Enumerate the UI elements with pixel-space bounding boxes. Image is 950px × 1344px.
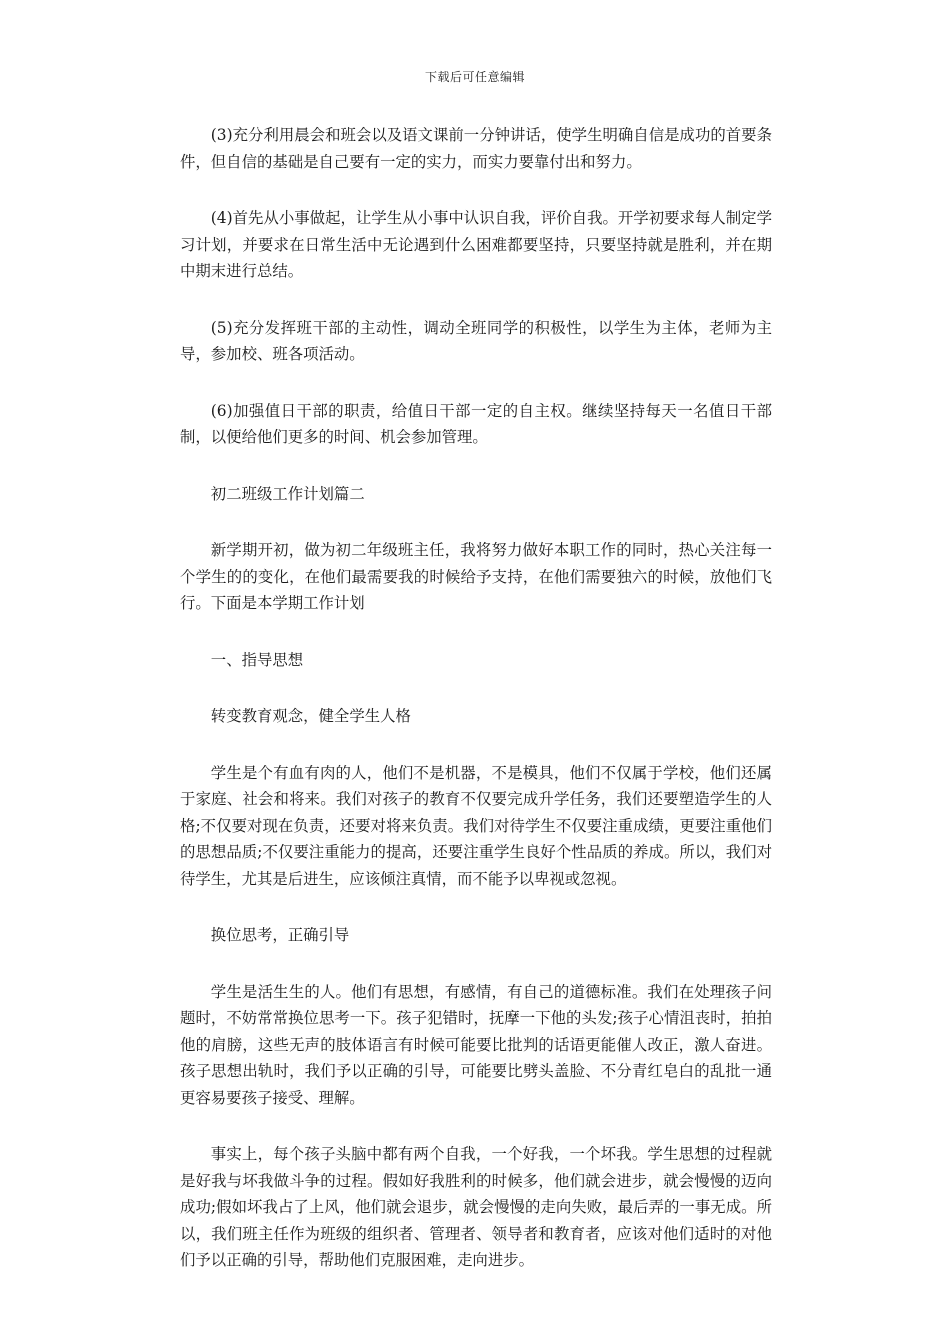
heading-guiding-thought: 一、指导思想 xyxy=(210,650,304,669)
subheading-perspective: 换位思考，正确引导 xyxy=(210,926,350,944)
section-title: 初二班级工作计划篇二 xyxy=(210,484,365,503)
paragraph-item-5: (5)充分发挥班干部的主动性，调动全班同学的积极性，以学生为主体，老师为主导，参加校、班各项活动。 xyxy=(180,318,772,363)
paragraph-item-3: (3)充分利用晨会和班会以及语文课前一分钟讲话，使学生明确自信是成功的首要条件，但自信的基础是自己要有一定的实力，而实力要靠付出和努力。 xyxy=(180,126,772,171)
subheading-education-concept: 转变教育观念，健全学生人格 xyxy=(210,707,411,725)
page-header: 下载后可任意编辑 xyxy=(424,70,525,84)
paragraph-student-personality: 学生是个有血有肉的人，他们不是机器，不是模具，他们不仅属于学校，他们还属于家庭、社会和将来。我们对孩子的教育不仅要完成升学任务，我们还要塑造学生的人格;不仅要对现在负责，还要对将来负责。我们对待学生不仅要注重成绩，更要注重他们的思想品质;不仅要注重能力的提高，还要注重学生良好个性品质的养成。所以，我们对待学生，尤其是后进生，应该倾注真情，而不能予以卑视或忽视。 xyxy=(180,763,772,888)
intro-paragraph: 新学期开初，做为初二年级班主任，我将努力做好本职工作的同时，热心关注每一个学生的的变化，在他们最需要我的时候给予支持，在他们需要独六的时候，放他们飞行。下面是本学期工作计划 xyxy=(180,541,772,612)
paragraph-perspective: 学生是活生生的人。他们有思想，有感情，有自己的道德标准。我们在处理孩子问题时，不妨常常换位思考一下。孩子犯错时，抚摩一下他的头发;孩子心情沮丧时，拍拍他的肩膀，这些无声的肢体语言有时候可能要比批判的话语更能催人改正，激人奋进。孩子思想出轨时，我们予以正确的引导，可能要比劈头盖脸、不分青红皂白的乱批一通更容易要孩子接受、理解。 xyxy=(180,982,772,1107)
document-body xyxy=(180,122,772,1304)
paragraph-item-4: (4)首先从小事做起，让学生从小事中认识自我，评价自我。开学初要求每人制定学习计划，并要求在日常生活中无论遇到什么困难都要坚持，只要坚持就是胜利，并在期中期末进行总结。 xyxy=(180,209,772,280)
paragraph-guidance: 事实上，每个孩子头脑中都有两个自我，一个好我，一个坏我。学生思想的过程就是好我与坏我做斗争的过程。假如好我胜利的时候多，他们就会进步，就会慢慢的迈向成功;假如坏我占了上风，他们就会退步，就会慢慢的走向失败，最后弄的一事无成。所以，我们班主任作为班级的组织者、管理者、领导者和教育者，应该对他们适时的对他们予以正确的引导，帮助他们克服困难，走向进步。 xyxy=(180,1145,772,1269)
paragraph-item-6: (6)加强值日干部的职责，给值日干部一定的自主权。继续坚持每天一名值日干部制，以便给他们更多的时间、机会参加管理。 xyxy=(180,401,772,446)
